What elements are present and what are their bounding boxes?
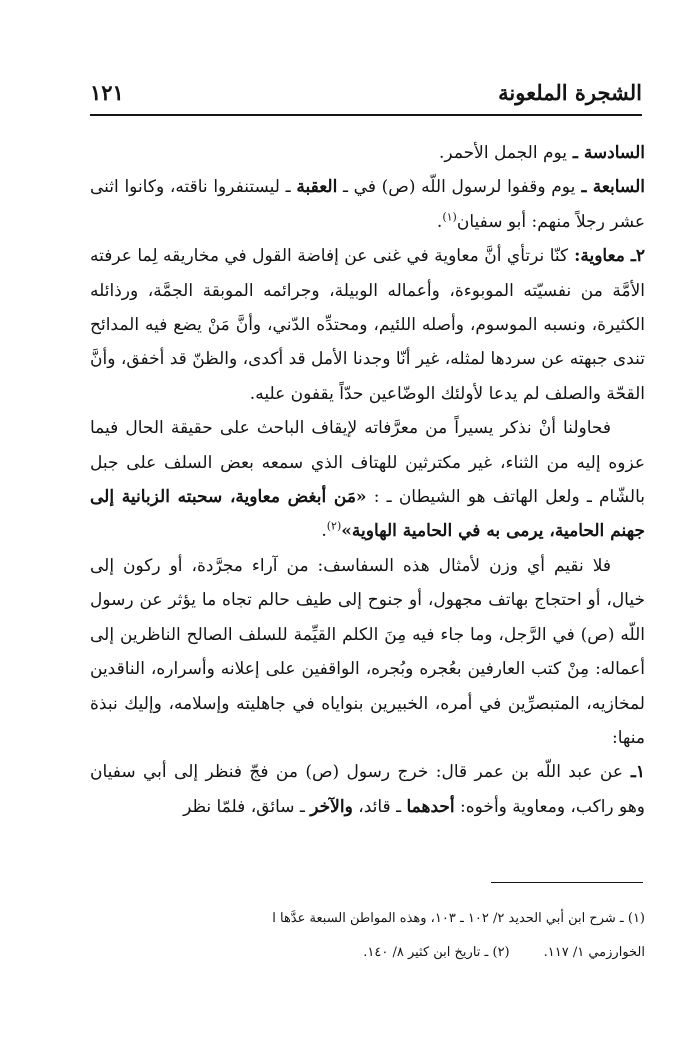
text-segment: ـ سائق، فلمّا نظر xyxy=(183,796,311,817)
footnote-2: (٢) ـ تاريخ ابن كثير ٨/ ١٤٠. xyxy=(363,945,510,960)
bold-text: السادسة ـ xyxy=(567,143,645,163)
paragraph xyxy=(90,755,645,824)
footnote-ref: (٢) xyxy=(326,519,342,533)
bold-text: ١ـ xyxy=(622,762,645,783)
footnote-1-line-1: (١) ـ شرح ابن أبي الحديد ٢/ ١٠٢ ـ ١٠٣، وهذه المواطن السبعة عدَّها ا xyxy=(272,911,645,926)
text-segment: ـ قائد، xyxy=(352,796,407,817)
bold-text: والآخر xyxy=(310,796,353,817)
text-segment: فلا نقيم أي وزن لأمثال هذه السفاسف: من آراء مجرَّدة، أو ركون إلى خيال، أو احتجاج بهاتف مجهول، أو جنوح إلى طيف حالم تجاه ما يؤثر عن رسول اللّه (ص) في الرَّجل، وما جاء فيه مِنَ الكلم القيِّمة للسلف الصالح الناظرين إلى أعماله: مِنْ كتب العارفين بعُجره وبُجره، الواقفين على إعلانه وأسراره، الناقدين لمخازيه، المتبصرِّين في أمره، الخبيرين بنواياه في جاهليته وإسلامه، وإليك نبذة منها: xyxy=(90,555,645,748)
bold-text: العقبة xyxy=(296,177,338,198)
paragraph xyxy=(90,549,645,755)
text-segment: . xyxy=(321,521,327,542)
footnote-1-line-2: الخوارزمي ١/ ١١٧. xyxy=(543,945,645,960)
paragraph xyxy=(90,170,645,239)
bold-text: أحدهما xyxy=(406,796,455,817)
footnote-rule xyxy=(491,882,643,883)
text-segment: كنّا نرتأي أنَّ معاوية في غنى عن إفاضة القول في مخاريقه لِما عرفته الأمَّة من نفسيّته الموبوءة، وأعماله الوبيلة، وجرائمه الموبقة الجمَّة، ورذائله الكثيرة، ونسبه الموسوم، وأصله اللئيم، ومحتدِّه الدّني، وأنَّ مَنْ يضع فيه المدائح تندى جبهته عن سردها لمثله، غير أنّا وجدنا الأمل قد أكدى، والظنّ قد أخفق، وأنَّ القحّة والصلف لم يدعا لأولئك الوضّاعين حدّاً يقفون عليه. xyxy=(90,246,646,404)
page-number: ١٢١ xyxy=(90,80,124,105)
running-title: الشجرة الملعونة xyxy=(498,80,642,105)
text-segment: ـ ليستنفروا ناقته، وكانوا اثنى عشر رجلاً منهم: أبو سفيان xyxy=(90,177,645,232)
paragraph xyxy=(90,136,645,170)
text-segment: يوم وقفوا لرسول اللّه (ص) في ـ xyxy=(337,177,576,198)
bold-text: السابعة ـ xyxy=(575,177,646,198)
page-header xyxy=(90,76,642,112)
footnote-line-2 xyxy=(90,936,645,970)
footnotes xyxy=(90,902,645,970)
text-segment: فحاولنا أنْ نذكر يسيراً من معرَّفاته لإيقاف الباحث على حقيقة الحال فيما عزوه إليه من الثناء، غير مكترثين للهتاف الذي سمعه بعض السلف على جبل بالشّام ـ ولعل الهاتف هو الشيطان ـ : xyxy=(90,418,645,508)
text-segment: عن عبد اللّه بن عمر قال: خرج رسول (ص) من فجّ فنظر إلى أبي سفيان وهو راكب، ومعاوية وأخوه: xyxy=(90,762,645,817)
text-segment: . xyxy=(436,211,443,232)
paragraph xyxy=(90,411,645,549)
bold-text: ٢ـ معاوية: xyxy=(568,246,646,267)
footnote-ref: (١) xyxy=(442,210,457,224)
paragraph xyxy=(90,239,645,411)
footnote-1 xyxy=(90,902,645,936)
header-rule xyxy=(90,114,642,116)
body-text xyxy=(90,136,645,824)
text-segment: يوم الجمل الأحمر. xyxy=(439,143,567,163)
bold-text: «مَن أبغض معاوية، سحبته الزبانية إلى جهنم الحامية، يرمى به في الحامية الهاوية» xyxy=(90,487,645,542)
